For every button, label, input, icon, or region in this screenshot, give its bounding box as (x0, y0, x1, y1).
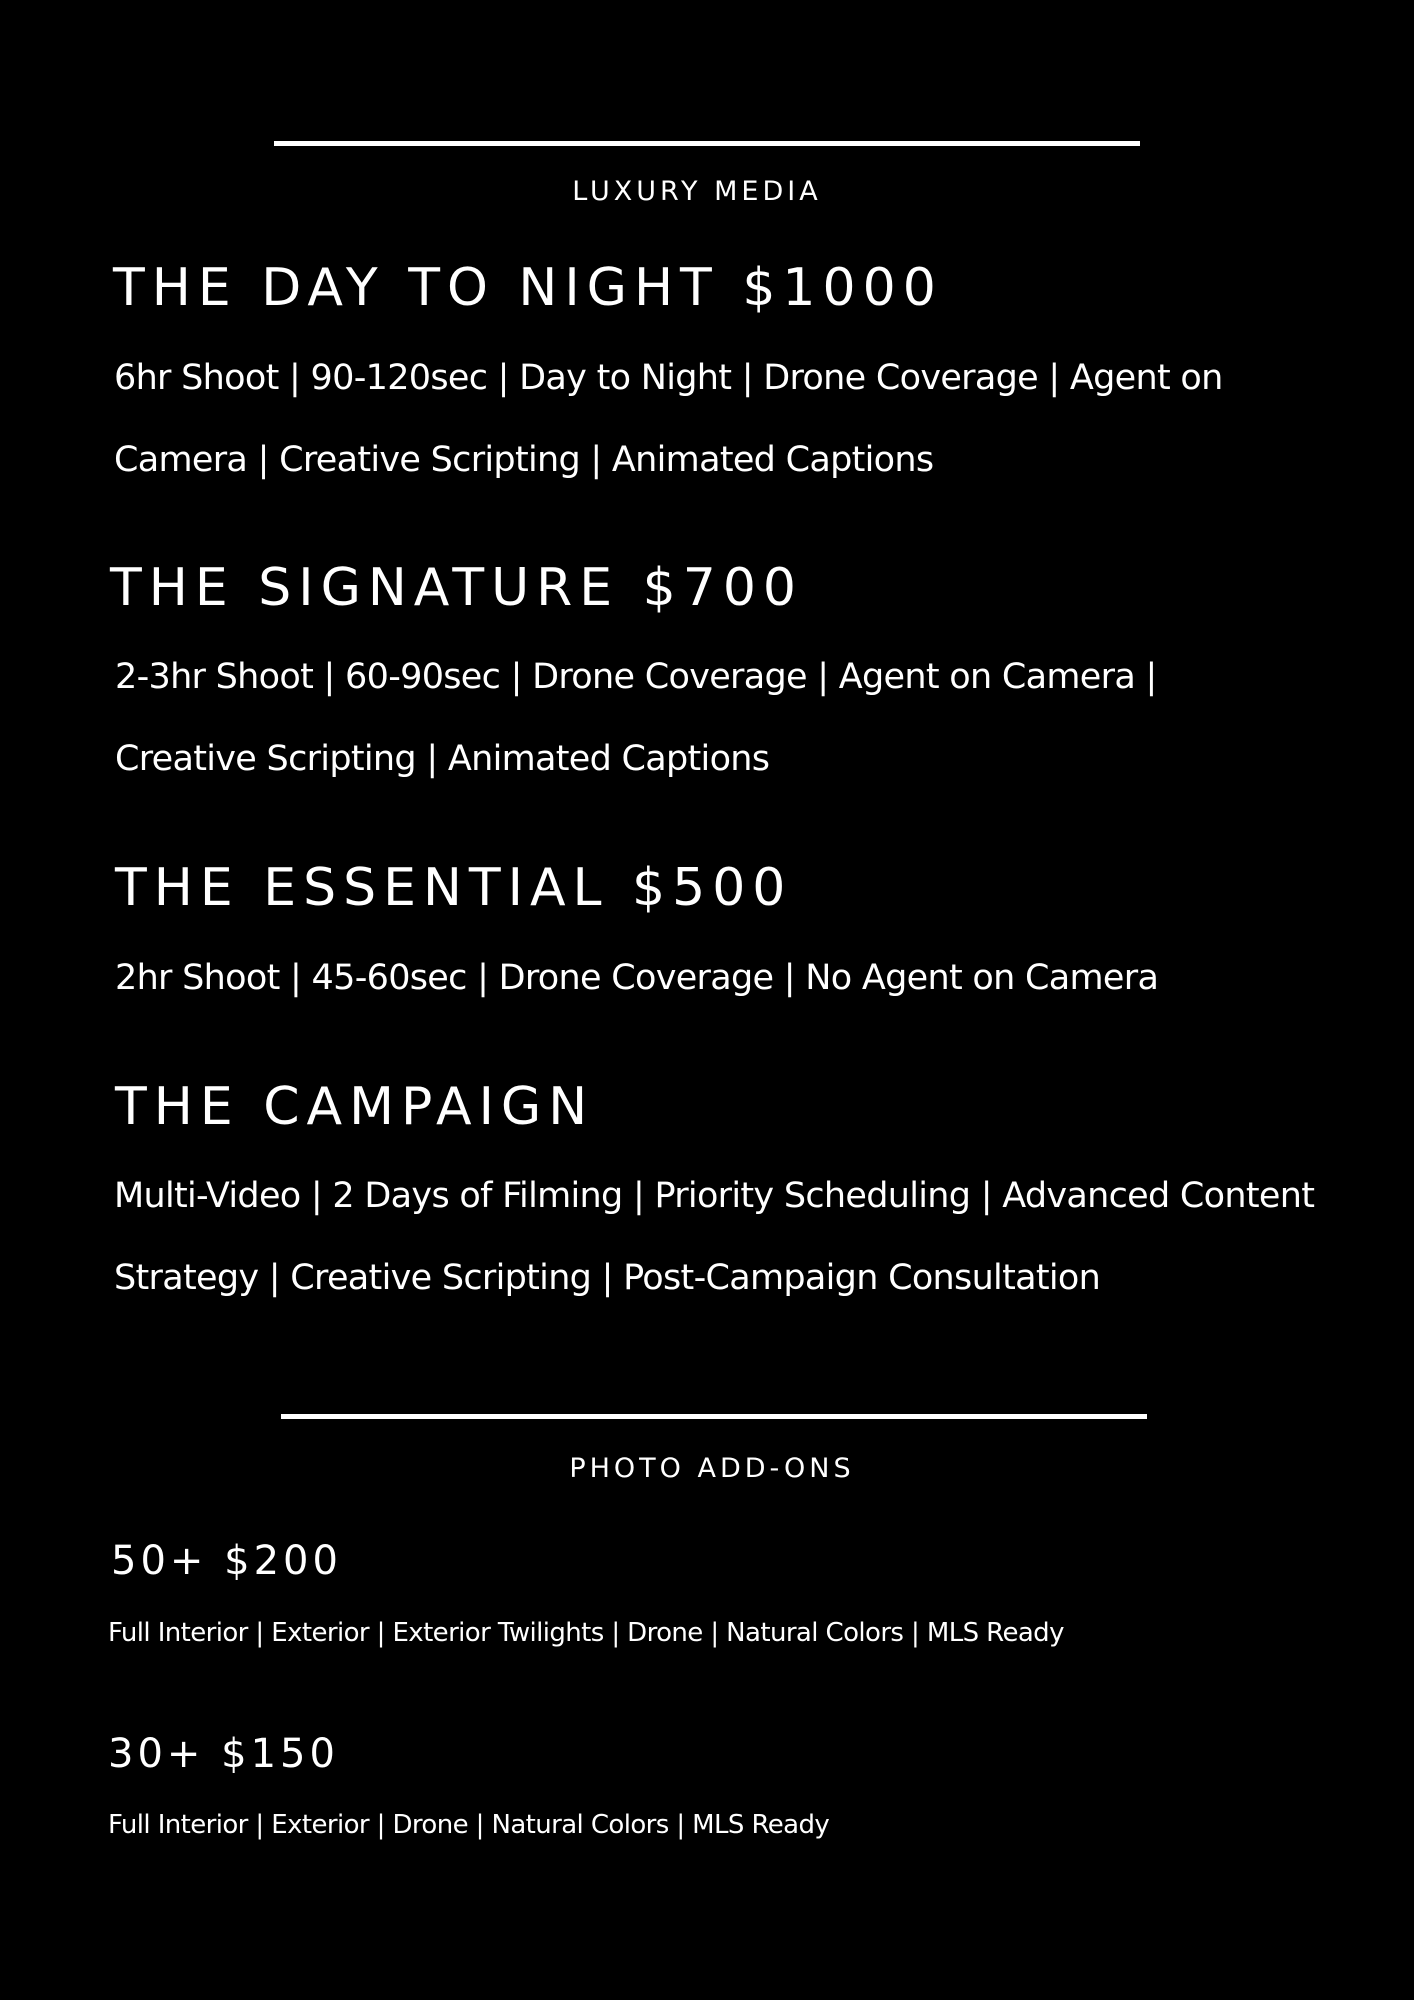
package-title: THE DAY TO NIGHT $1000 (113, 258, 943, 318)
package-description-line: 2hr Shoot | 45-60sec | Drone Coverage | No Agent on Camera (115, 958, 1159, 998)
addon-description: Full Interior | Exterior | Drone | Natural Colors | MLS Ready (108, 1810, 830, 1840)
package-description-line: Creative Scripting | Animated Captions (115, 739, 770, 779)
addons-divider (281, 1414, 1147, 1419)
package-description-line: Strategy | Creative Scripting | Post-Campaign Consultation (114, 1258, 1101, 1298)
package-description (115, 937, 1158, 1019)
section-title-luxury-media: LUXURY MEDIA (572, 176, 822, 207)
package-description-line: 2-3hr Shoot | 60-90sec | Drone Coverage | Agent on Camera | (115, 657, 1157, 697)
package-title: THE ESSENTIAL $500 (115, 858, 793, 918)
addon-title: 50+ $200 (111, 1538, 342, 1584)
package-title: THE CAMPAIGN (115, 1077, 595, 1137)
package-description-line: Multi-Video | 2 Days of Filming | Priority Scheduling | Advanced Content (114, 1176, 1315, 1216)
section-title-photo-addons: PHOTO ADD-ONS (569, 1453, 855, 1484)
package-description (114, 1155, 1314, 1319)
package-description-line: 6hr Shoot | 90-120sec | Day to Night | Drone Coverage | Agent on (114, 358, 1223, 398)
package-description-line: Camera | Creative Scripting | Animated Captions (114, 440, 934, 480)
package-title: THE SIGNATURE $700 (110, 558, 803, 618)
package-description (115, 636, 1157, 800)
top-divider (274, 141, 1140, 146)
addon-description: Full Interior | Exterior | Exterior Twilights | Drone | Natural Colors | MLS Ready (108, 1618, 1064, 1648)
package-description (114, 337, 1223, 501)
addon-title: 30+ $150 (108, 1731, 339, 1777)
